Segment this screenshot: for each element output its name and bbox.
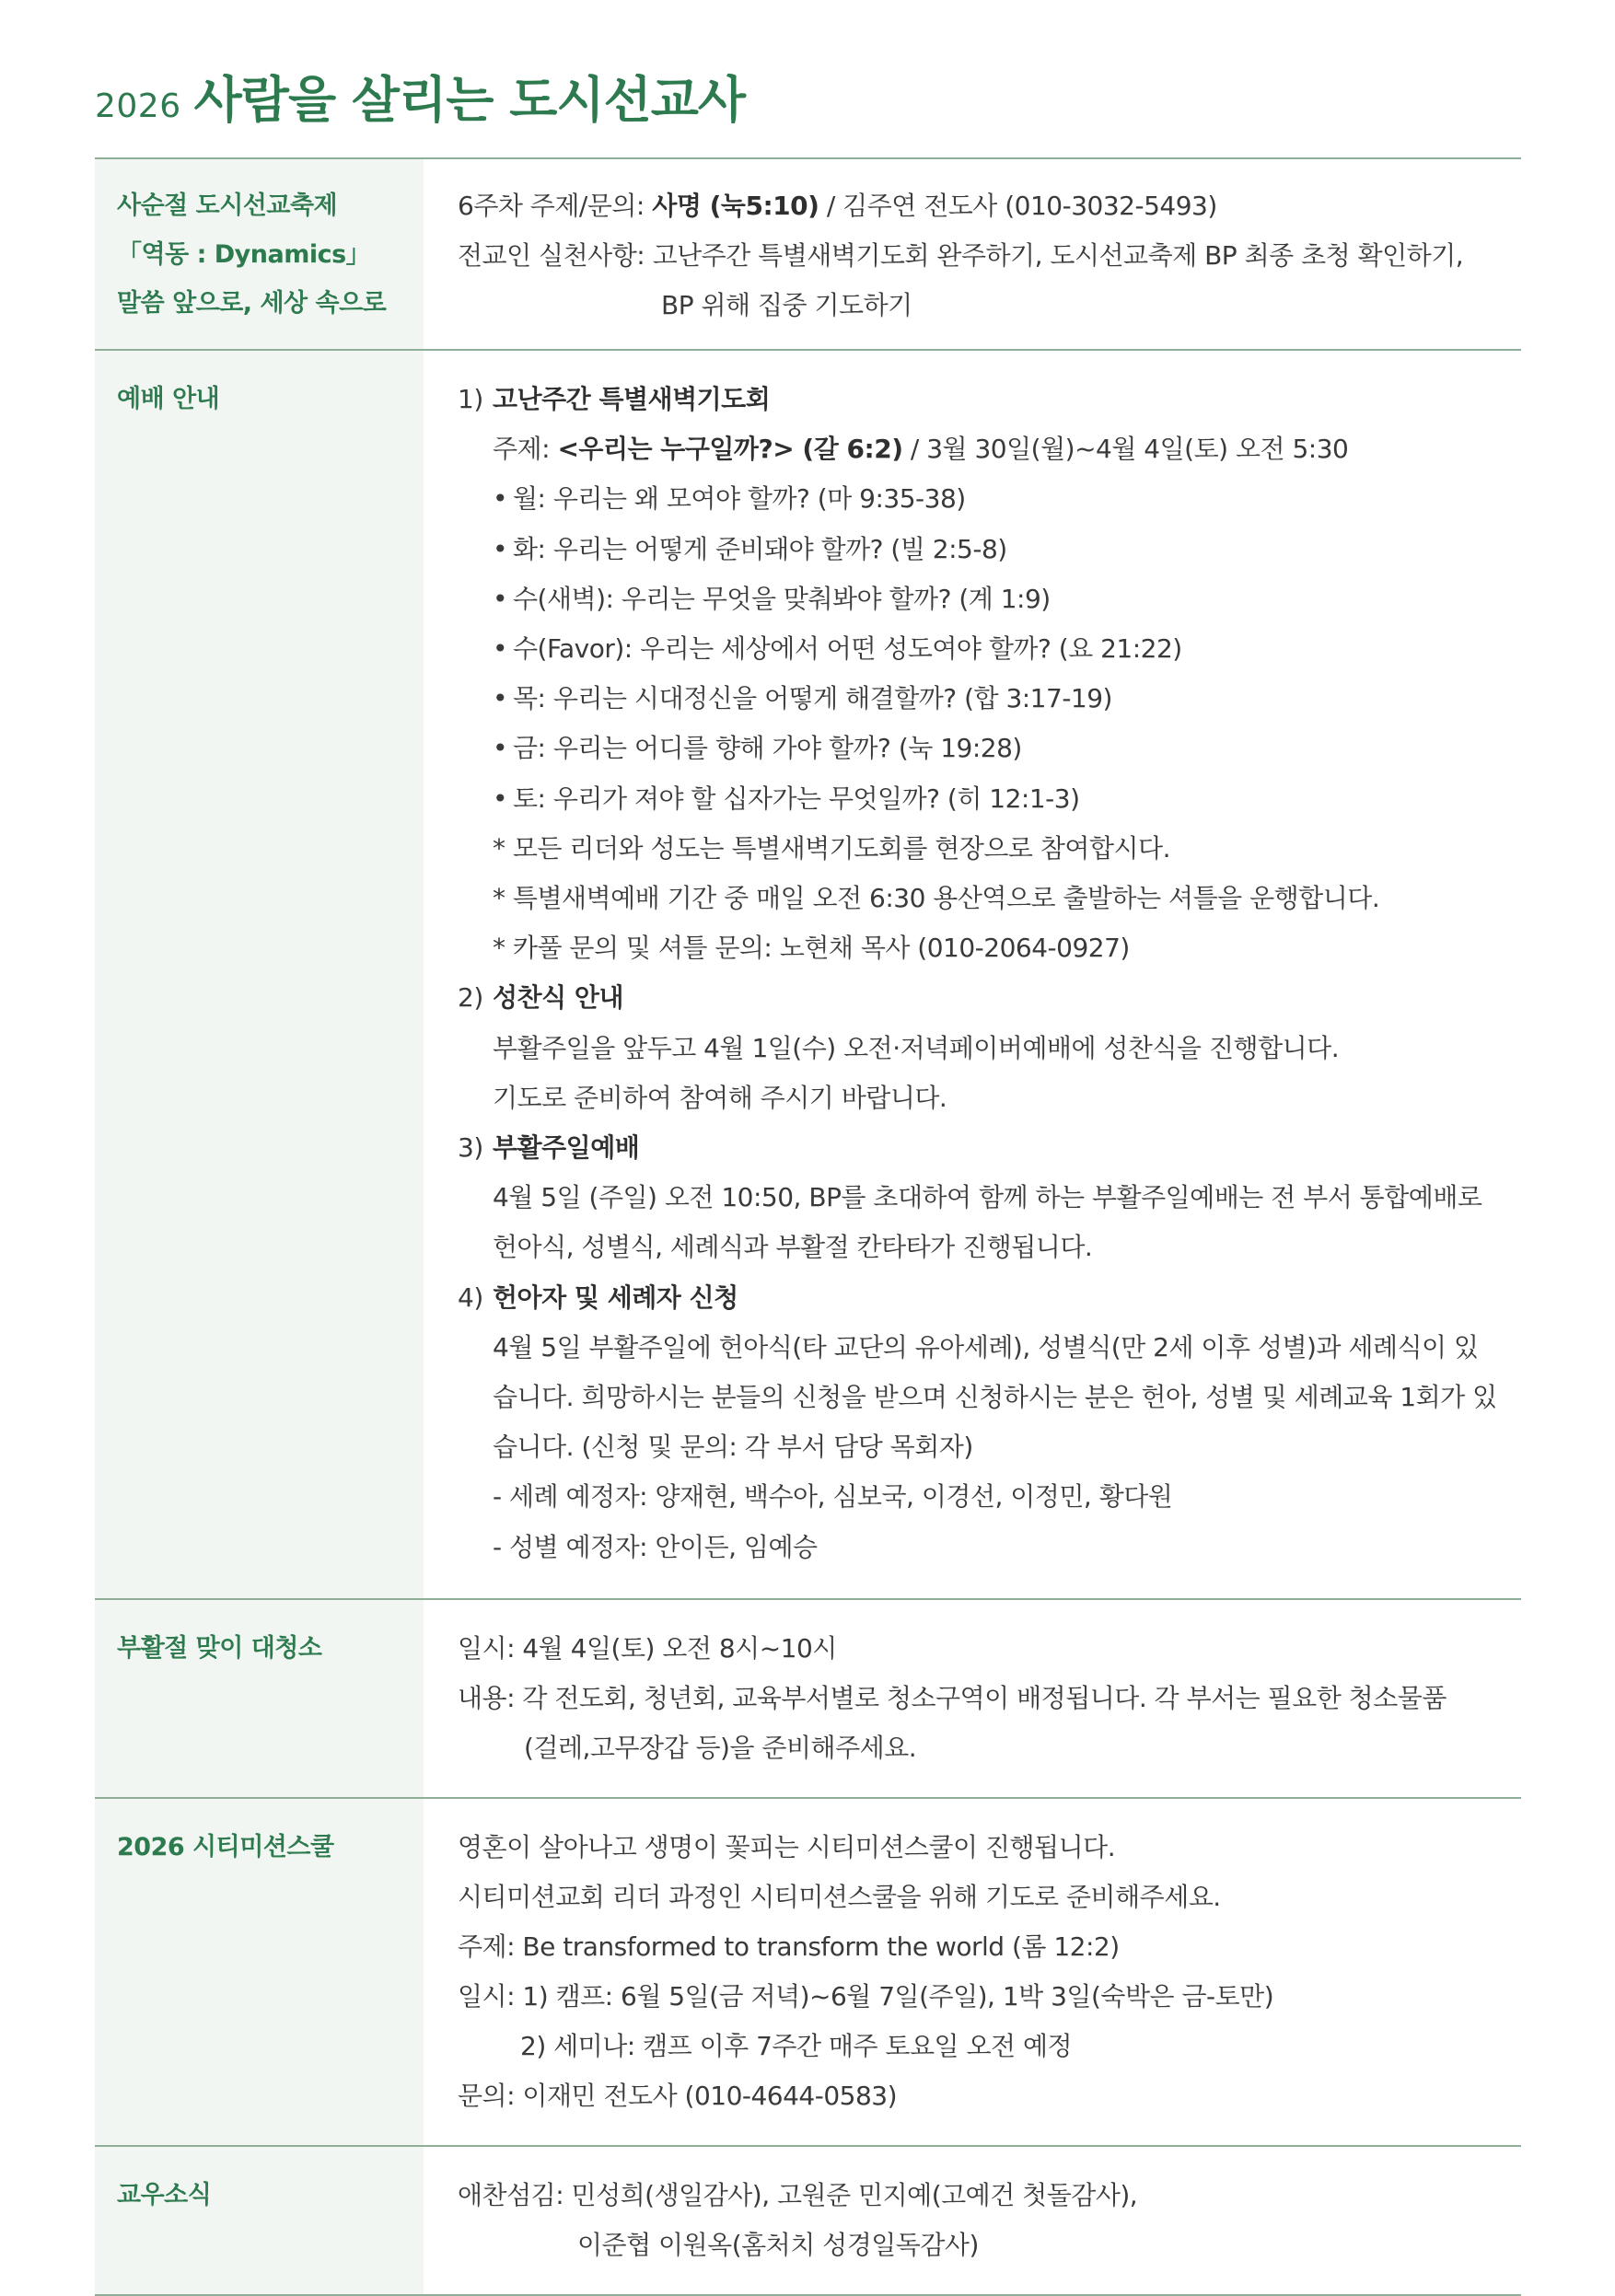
row-content xyxy=(424,351,1521,1598)
page-header xyxy=(95,61,745,134)
label-line: 「역동 : Dynamics」 xyxy=(117,240,371,269)
practice-line: 전교인 실천사항: 고난주간 특별새벽기도회 완주하기, 도시선교축제 BP 최종 초청 확인하기, xyxy=(458,240,1464,271)
section-number: 4) xyxy=(458,1281,483,1313)
label-line: 2026 시티미션스쿨 xyxy=(117,1832,334,1861)
day-text: 토: 우리가 져야 할 십자가는 무엇일까? (히 12:1-3) xyxy=(513,783,1080,814)
theme-bold: 사명 (눅5:10) xyxy=(652,191,819,221)
row-worship-info xyxy=(95,351,1521,1600)
bullet-icon: • xyxy=(493,633,508,665)
section-heading xyxy=(458,375,1521,424)
theme-suffix: / 3월 30일(월)~4월 4일(토) 오전 5:30 xyxy=(902,434,1349,465)
header-year: 2026 xyxy=(95,87,181,125)
day-text: 월: 우리는 왜 모여야 할까? (마 9:35-38) xyxy=(513,483,966,515)
day-item xyxy=(458,674,1521,724)
body-line: (걸레,고무장갑 등)을 준비해주세요. xyxy=(524,1732,917,1763)
section-heading xyxy=(458,1273,1521,1323)
row-label xyxy=(95,1799,424,2145)
section-title: 헌아자 및 세례자 신청 xyxy=(493,1281,738,1313)
theme-suffix: / 김주연 전도사 (010-3032-5493) xyxy=(819,191,1217,221)
bullet-icon: • xyxy=(493,733,508,764)
row-content xyxy=(424,1799,1521,2145)
label-line: 사순절 도시선교축제 xyxy=(117,191,338,220)
day-text: 수(새벽): 우리는 무엇을 맞춰봐야 할까? (계 1:9) xyxy=(513,583,1051,614)
row-easter-cleaning xyxy=(95,1600,1521,1799)
body-line: - 세례 예정자: 양재현, 백수아, 심보국, 이경선, 이정민, 황다원 xyxy=(493,1481,1173,1513)
day-text: 금: 우리는 어디를 향해 가야 할까? (눅 19:28) xyxy=(513,733,1022,764)
row-label xyxy=(95,159,424,349)
theme-prefix: 6주차 주제/문의: xyxy=(458,191,653,221)
body-line: 부활주일을 앞두고 4월 1일(수) 오전·저녁페이버예배에 성찬식을 진행합니다. xyxy=(493,1032,1340,1063)
row-city-mission-school xyxy=(95,1799,1521,2147)
section-number: 1) xyxy=(458,384,483,414)
day-item xyxy=(458,774,1521,824)
body-line: 이준협 이원옥(홈처치 성경일독감사) xyxy=(577,2229,979,2260)
note-line: * 모든 리더와 성도는 특별새벽기도회를 현장으로 참여합시다. xyxy=(493,832,1171,864)
section-title: 성찬식 안내 xyxy=(493,982,623,1014)
body-line: 2) 세미나: 캠프 이후 7주간 매주 토요일 오전 예정 xyxy=(520,2030,1073,2061)
practice-line: BP 위해 집중 기도하기 xyxy=(661,290,912,320)
day-item xyxy=(458,574,1521,624)
row-label xyxy=(95,2147,424,2294)
body-line: 주제: Be transformed to transform the world (롬 12:2) xyxy=(458,1931,1120,1962)
theme-bold: <우리는 누구일까?> (갈 6:2) xyxy=(557,434,903,465)
section-heading xyxy=(458,1123,1521,1173)
bulletin-table xyxy=(95,157,1521,2296)
row-label xyxy=(95,1600,424,1797)
section-heading xyxy=(458,973,1521,1023)
body-line: 습니다. 희망하시는 분들의 신청을 받으며 신청하시는 분은 헌아, 성별 및 세례교육 1회가 있 xyxy=(493,1382,1497,1413)
label-line: 말씀 앞으로, 세상 속으로 xyxy=(117,289,387,318)
section-title: 부활주일예배 xyxy=(493,1132,640,1164)
theme-prefix: 주제: xyxy=(493,434,558,465)
label-line: 교우소식 xyxy=(117,2180,212,2209)
bullet-icon: • xyxy=(493,483,508,515)
row-member-news xyxy=(95,2147,1521,2296)
day-text: 수(Favor): 우리는 세상에서 어떤 성도여야 할까? (요 21:22) xyxy=(513,633,1182,665)
bullet-icon: • xyxy=(493,683,508,714)
day-text: 화: 우리는 어떻게 준비돼야 할까? (빌 2:5-8) xyxy=(513,533,1007,564)
body-line: 습니다. (신청 및 문의: 각 부서 담당 목회자) xyxy=(493,1432,973,1463)
body-line: 애찬섬김: 민성희(생일감사), 고원준 민지예(고예건 첫돌감사), xyxy=(458,2179,1138,2210)
row-content xyxy=(424,1600,1521,1797)
body-line: 4월 5일 (주일) 오전 10:50, BP를 초대하여 함께 하는 부활주일예배는 전 부서 통합예배로 xyxy=(493,1182,1482,1213)
body-line: 일시: 1) 캠프: 6월 5일(금 저녁)~6월 7일(주일), 1박 3일(숙박은 금-토만) xyxy=(458,1980,1274,2012)
body-line: 영혼이 살아나고 생명이 꽃피는 시티미션스쿨이 진행됩니다. xyxy=(458,1831,1116,1862)
note-line: * 카풀 문의 및 셔틀 문의: 노현채 목사 (010-2064-0927) xyxy=(493,933,1130,964)
row-content xyxy=(424,159,1521,349)
row-label xyxy=(95,351,424,1598)
section-number: 2) xyxy=(458,982,483,1014)
day-item xyxy=(458,474,1521,524)
body-line: 시티미션교회 리더 과정인 시티미션스쿨을 위해 기도로 준비해주세요. xyxy=(458,1881,1221,1912)
day-item xyxy=(458,724,1521,773)
bullet-icon: • xyxy=(493,583,508,614)
theme-line xyxy=(458,424,1521,474)
body-line: - 성별 예정자: 안이든, 임예승 xyxy=(493,1531,818,1562)
day-item xyxy=(458,624,1521,674)
label-line: 예배 안내 xyxy=(117,385,220,413)
body-line: 기도로 준비하여 참여해 주시기 바랍니다. xyxy=(493,1082,947,1113)
bullet-icon: • xyxy=(493,783,508,814)
body-line: 내용: 각 전도회, 청년회, 교육부서별로 청소구역이 배정됩니다. 각 부서는 필요한 청소물품 xyxy=(458,1682,1447,1713)
theme-line xyxy=(458,181,1521,231)
section-title: 고난주간 특별새벽기도회 xyxy=(493,384,771,414)
row-content xyxy=(424,2147,1521,2294)
note-line: * 특별새벽예배 기간 중 매일 오전 6:30 용산역으로 출발하는 셔틀을 운행합니다. xyxy=(493,883,1380,914)
page-title: 사람을 살리는 도시선교사 xyxy=(193,71,746,129)
section-number: 3) xyxy=(458,1132,483,1164)
body-line: 문의: 이재민 전도사 (010-4644-0583) xyxy=(458,2080,898,2111)
label-line: 부활절 맞이 대청소 xyxy=(117,1633,322,1663)
body-line: 4월 5일 부활주일에 헌아식(타 교단의 유아세례), 성별식(만 2세 이후 성별)과 세례식이 있 xyxy=(493,1331,1479,1363)
body-line: 일시: 4월 4일(토) 오전 8시~10시 xyxy=(458,1632,837,1664)
row-lent-festival xyxy=(95,159,1521,351)
day-item xyxy=(458,525,1521,574)
day-text: 목: 우리는 시대정신을 어떻게 해결할까? (합 3:17-19) xyxy=(513,683,1112,714)
body-line: 헌아식, 성별식, 세례식과 부활절 칸타타가 진행됩니다. xyxy=(493,1232,1093,1263)
bullet-icon: • xyxy=(493,533,508,564)
